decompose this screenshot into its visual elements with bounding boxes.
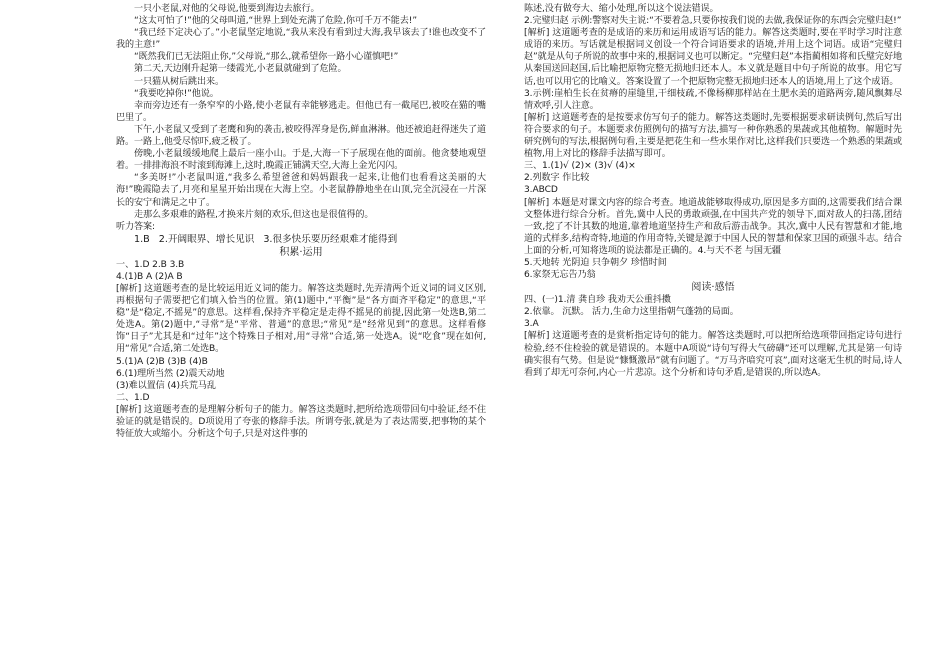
- story-paragraph: “这太可怕了!”他的父母叫道,“世界上到处充满了危险,你可千万不能去!”: [134, 16, 417, 27]
- story-paragraph: 第二天,天边刚升起第一缕霞光,小老鼠就碰到了危险。: [134, 64, 347, 75]
- analysis-paragraph: [解析] 这道题考查的是赏析指定诗句的能力。解答这类题时,可以把所给选项带回指定诗句进行检验,经不住检验的就是错误的。本题中A项说“诗句写得大气磅礴”还可以理解,尤其是第一句诗确实很有气势。但是说“慷慨激昂”就有问题了。“万马齐喑究可哀”,面对这毫无生机的时局,诗人看到了却无可奈何,内心一片悲凉。这个分析和诗句矛盾,是错误的,所以选A。: [524, 331, 902, 378]
- listening-answers: 1.B 2.开阔眼界、增长见识 3.很多快乐要历经艰难才能得到: [134, 233, 398, 245]
- story-paragraph: “我已经下定决心了。”小老鼠坚定地说,“我从来没有看到过大海,我早该去了!谁也改变不了我的主意!”: [116, 28, 486, 51]
- answer-line: 5.天地转 光阴迫 只争朝夕 珍惜时间: [524, 257, 667, 268]
- answer-line: 二、1.D: [116, 392, 150, 403]
- answer-line: (3)难以置信 (4)兵荒马乱: [116, 380, 216, 391]
- story-paragraph: “多美呀!”小老鼠叫道,“我多么希望爸爸和妈妈跟我一起来,让他们也看看这美丽的大海!”晚霞隐去了,月亮和星星开始出现在大海上空。小老鼠静静地坐在山顶,完全沉浸在一片深长的安宁和满足之中了。: [116, 173, 486, 208]
- story-paragraph: 幸而旁边还有一条窄窄的小路,使小老鼠有幸能够逃走。但他已有一截尾巴,被咬在猫的嘴巴里了。: [116, 100, 486, 123]
- answer-line: 3.A: [524, 319, 539, 330]
- listening-label: 听力答案:: [116, 221, 155, 232]
- story-paragraph: “既然我们已无法阻止你,”父母说,“那么,就希望你一路小心谨慎吧!”: [134, 52, 399, 63]
- answer-line: 2.完璧归赵 示例:警察对失主说:“不要着急,只要你按我们说的去做,我保证你的东西会完璧归赵!”: [524, 16, 902, 27]
- answer-line: 陈述,没有做夸大、缩小处理,所以这个说法错误。: [524, 4, 719, 14]
- story-paragraph: “我要吃掉你!”他说。: [134, 88, 219, 99]
- answer-line: 三、1.(1)√ (2)× (3)√ (4)×: [524, 161, 636, 172]
- left-column: [116, 3, 486, 440]
- analysis-paragraph: [解析] 这道题考查的是成语的来历和运用成语写话的能力。解答这类题时,要在平时学习时注意成语的来历。写话就是根据词义创设一个符合词语要求的语境,并用上这个词语。成语“完璧归赵”就是从句子所说的故事中来的,根据词义也可以断定。“完璧归赵”本指蔺相如将和氏璧完好地从秦国送回赵国,后比喻把原物完整无损地归还本人。本义就是题目中句子所说的故事。用它写话,也可以用它的比喻义。答案设置了一个把原物完整无损地归还本人的语境,用上了这个成语。: [524, 28, 902, 87]
- story-paragraph: 一只猫从树后跳出来。: [134, 76, 224, 87]
- answer-line: 2.列数字 作比较: [524, 173, 590, 184]
- analysis-paragraph: [解析] 本题是对课文内容的综合考查。地道战能够取得成功,原因是多方面的,这需要我们结合课文整体进行综合分析。首先,冀中人民的勇敢顽强,在中国共产党的领导下,面对敌人的扫荡,团结一致,挖了不计其数的地道,靠着地道坚持生产和敌后游击战争。其次,冀中人民有智慧和才能,地道的式样多,结构奇特,地道的作用奇特,关键是源于中国人民的智慧和保家卫国的顽强斗志。结合上面的分析,可知将选项的说法都是正确的。4.与天不老 与国无疆: [524, 197, 902, 256]
- section-title: 阅读·感悟: [691, 282, 735, 294]
- right-column: [524, 3, 902, 379]
- answer-line: 2.依靠。 沉默。 活力,生命力这里指朝气蓬勃的局面。: [524, 307, 739, 318]
- answer-line: 6.家祭无忘告乃翁: [524, 270, 596, 281]
- story-paragraph: 下午,小老鼠又受到了老鹰和狗的袭击,被咬得浑身是伤,鲜血淋淋。他还被追赶得迷失了道路。一路上,他受尽惊吓,疲乏极了。: [116, 124, 486, 148]
- story-paragraph: 一只小老鼠,对他的父母说,他要到海边去旅行。: [134, 4, 320, 14]
- answer-line: 6.(1)理所当然 (2)震天动地: [116, 368, 225, 379]
- answer-line: 5.(1)A (2)B (3)B (4)B: [116, 356, 208, 367]
- story-paragraph: 傍晚,小老鼠缓缓地爬上最后一座小山。于是,大海一下子展现在他的面前。他贪婪地观望着。一排排海浪不时滚到海滩上,这时,晚霞正铺满天空,大海上金光闪闪。: [116, 149, 486, 172]
- section-title: 积累·运用: [279, 246, 323, 258]
- answer-line: 3.示例:崖柏生长在贫瘠的崖缝里,干细枝疏,不像杨柳那样站在土肥水美的道路两旁,随风飘舞尽情欢呼,引人注意。: [524, 88, 902, 111]
- answer-line: 一、1.D 2.B 3.B: [116, 259, 185, 270]
- answer-line: 3.ABCD: [524, 185, 558, 196]
- analysis-paragraph: [解析] 这道题考查的是按要求仿写句子的能力。解答这类题时,先要根据要求研读例句,然后写出符合要求的句子。本题要求仿照例句的描写方法,描写一种你熟悉的果蔬或其他植物。解题时先研究例句的写法,根据例句看,主要是把花生和一些水果作对比,这样我们只要选一个熟悉的果蔬或植物,用上对比的修辞手法描写即可。: [524, 112, 902, 160]
- analysis-paragraph: [解析] 这道题考查的是比较运用近义词的能力。解答这类题时,先弄清两个近义词的词义区别,再根据句子需要把它们填入恰当的位置。第(1)题中,“平衡”是“各方面齐平稳定”的意思,“平稳”是“稳定,不摇晃”的意思。这样看,保持齐平稳定是走得不摇晃的前提,因此第一处选B,第二处选A。第(2)题中,“寻常”是“平常、普通”的意思;“常见”是“经常见到”的意思。这样看修饰“日子”尤其是和“过年”这个特殊日子相对,用“寻常”合适,第一处选A。说“吃食”现在如何,用“常见”合适,第二处选B。: [116, 283, 486, 355]
- analysis-paragraph: [解析] 这道题考查的是理解分析句子的能力。解答这类题时,把所给选项带回句中验证,经不住验证的就是错误的。D项说用了夸张的修辞手法。所谓夸张,就是为了表达需要,把事物的某个特征放大或缩小。分析这个句子,只是对这件事的: [116, 404, 486, 440]
- answer-line: 4.(1)B A (2)A B: [116, 271, 183, 282]
- story-paragraph: 走那么多艰难的路程,才换来片刻的欢乐,但这也是很值得的。: [134, 209, 374, 220]
- answer-line: 四、(一)1.清 龚自珍 我劝天公重抖擞: [524, 295, 671, 306]
